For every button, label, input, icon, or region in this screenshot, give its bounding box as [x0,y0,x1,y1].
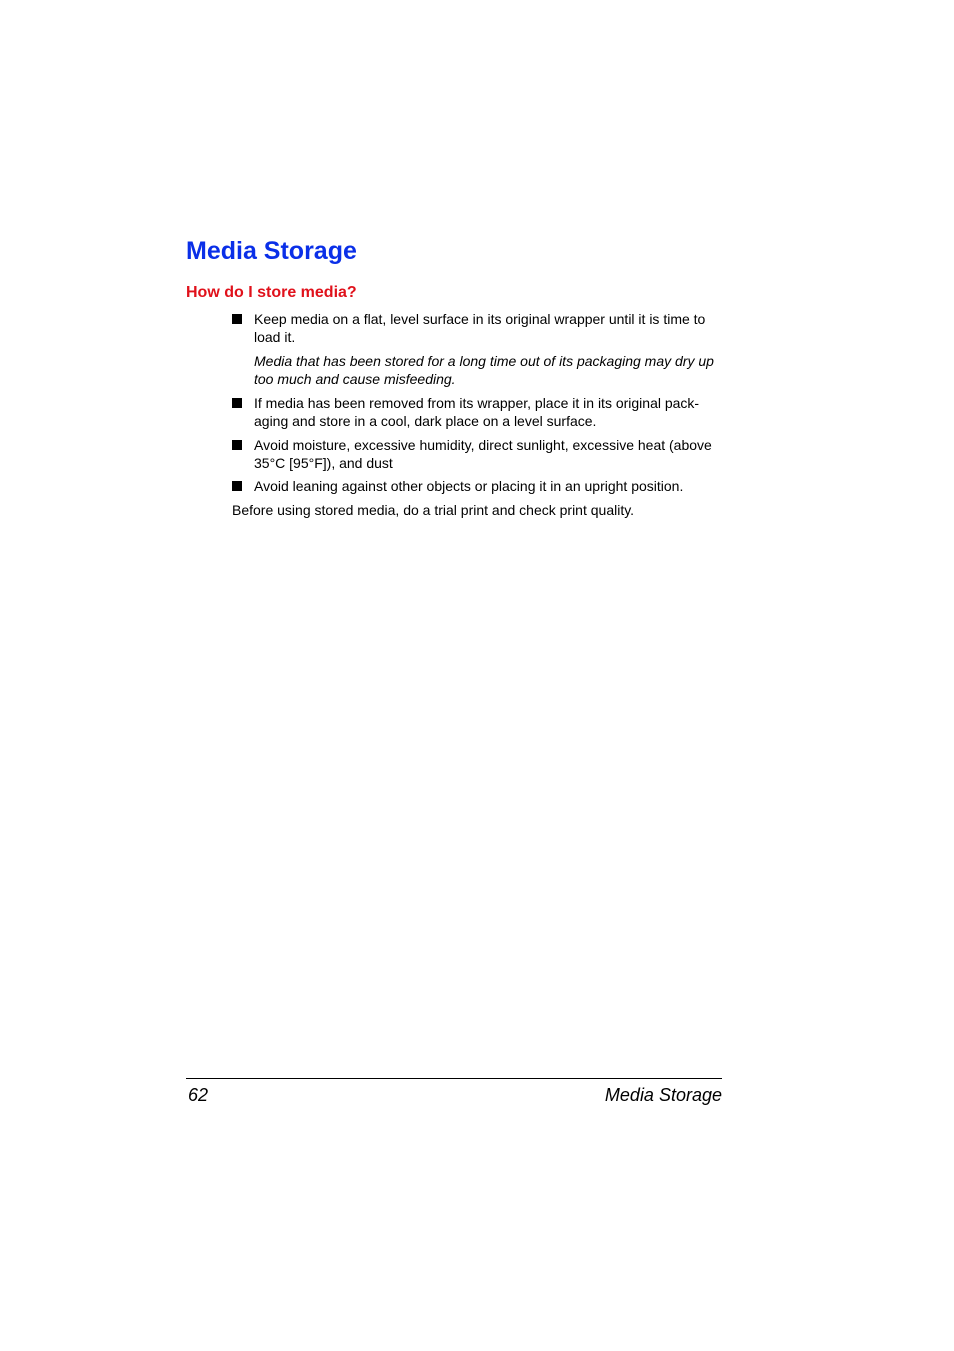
list-item: Avoid leaning against other objects or placing it in an upright position. [254,478,684,494]
page-number: 62 [188,1085,209,1105]
list-item: Keep media on a flat, level surface in its original wrapper until it is time to load it. [254,311,706,345]
closing-paragraph: Before using stored media, do a trial print and check print quality. [232,502,635,518]
list-item: Avoid moisture, excessive humidity, direct sunlight, excessive heat (above 35°C [95°F]), and dust [254,437,712,471]
bullet-square-icon [232,440,242,450]
footer-divider [186,1078,722,1079]
bullet-square-icon [232,481,242,491]
bullet-square-icon [232,314,242,324]
list-item: If media has been removed from its wrapper, place it in its original pack-aging and store in a cool, dark place on a level surface. [254,395,700,429]
bullet-square-icon [232,398,242,408]
note-text: Media that has been stored for a long time out of its packaging may dry up too much and cause misfeeding. [254,353,714,387]
footer-section-title: Media Storage [604,1085,722,1105]
page-title: Media Storage [186,237,357,265]
section-heading: How do I store media? [186,284,357,301]
